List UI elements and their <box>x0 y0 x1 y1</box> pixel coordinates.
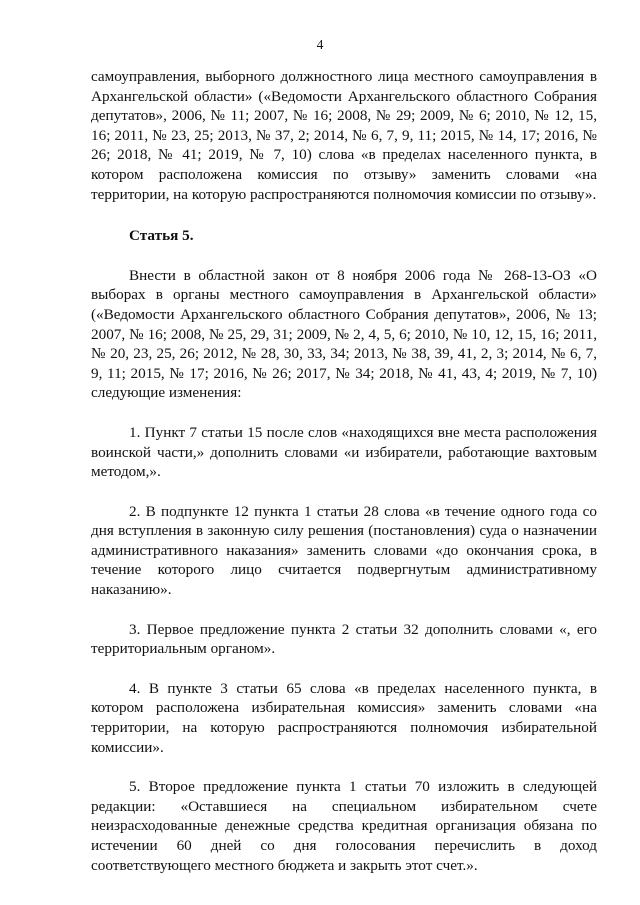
page-number: 4 <box>316 37 324 52</box>
amendment-item-2: 2. В подпункте 12 пункта 1 статьи 28 слова «в течение одного года со дня вступления в законную силу решения (постановления) суда о назначении административного наказания» заменить словами «до окончания срока, в течение которого лицо считается подвергнутым административному наказанию». <box>91 502 597 599</box>
amendment-item-1: 1. Пункт 7 статьи 15 после слов «находящихся вне места расположения воинской части,» дополнить словами «и избиратели, работающие вахтовым методом,». <box>91 423 597 481</box>
intro-paragraph: самоуправления, выборного должностного лица местного самоуправления в Архангельской области» («Ведомости Архангельского областного Собрания депутатов», 2006, № 11; 2007, № 16; 2008, № 29; 2009, № 6; 2010, № 12, 15, 16; 2011, № 23, 25; 2013, № 37, 2; 2014, № 6, 7, 9, 11; 2015, № 14, 17; 2016, № 26; 2018, № 41; 2019, № 7, 10) слова «в пределах населенного пункта, в котором расположена комиссия по отзыву» заменить словами «на территории, на которую распространяются полномочия комиссии по отзыву». <box>91 68 597 203</box>
amendment-item-3: 3. Первое предложение пункта 2 статьи 32 дополнить словами «, его территориальным органом». <box>91 620 597 658</box>
article-preamble: Внести в областной закон от 8 ноября 2006 года № 268-13-ОЗ «О выборах в органы местного самоуправления в Архангельской области» («Ведомости Архангельского областного Собрания депутатов», 2006, № 13; 2007, № 16; 2008, № 25, 29, 31; 2009, № 2, 4, 5, 6; 2010, № 10, 12, 15, 16; 2011, № 20, 23, 25, 26; 2012, № 28, 30, 33, 34; 2013, № 38, 39, 41, 2, 3; 2014, № 6, 7, 9, 11; 2015, № 17; 2016, № 26; 2017, № 34; 2018, № 41, 43, 4; 2019, № 7, 10) следующие изменения: <box>91 266 597 402</box>
article-title: Статья 5. <box>129 227 194 245</box>
amendment-item-5: 5. Второе предложение пункта 1 статьи 70 изложить в следующей редакции: «Оставшиеся на специальном избирательном счете неизрасходованные денежные средства кредитная организация обязана по истечении 60 дней со дня голосования перечислить в доход соответствующего местного бюджета и закрыть этот счет.». <box>91 778 597 874</box>
document-body <box>91 67 597 875</box>
amendment-item-4: 4. В пункте 3 статьи 65 слова «в пределах населенного пункта, в котором расположена избирательная комиссия» заменить словами «на территории, на которую распространяются полномочия избирательной комиссии». <box>91 679 597 756</box>
